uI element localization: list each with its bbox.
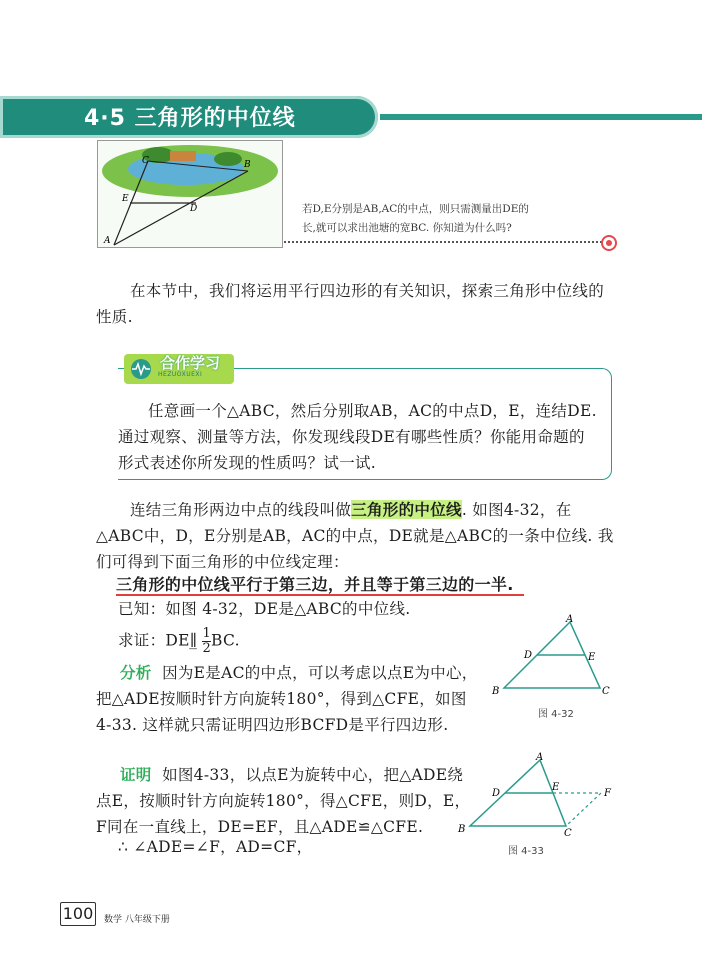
intro-paragraph: 在本节中，我们将运用平行四边形的有关知识，探索三角形中位线的性质. [96, 282, 605, 326]
figure-4-32 [486, 612, 616, 702]
definition-post: . 如图4-32，在△ABC中，D，E分别是AB，AC的中点，DE就是△ABC的一条中位线. 我们可得到下面三角形的中位线定理： [96, 501, 614, 571]
fig33-label-c: C [564, 828, 572, 839]
definition-paragraph [96, 497, 616, 575]
given-statement: 已知：如图 4-32，DE是△ABC的中位线. [118, 600, 411, 618]
intro-label-b: B [244, 160, 251, 170]
pond-illustration [97, 140, 283, 248]
page-number: 100 [60, 902, 96, 926]
analysis-paragraph [96, 660, 478, 738]
fig32-label-b: B [492, 686, 500, 697]
fig33-label-b: B [458, 824, 466, 835]
prove-prefix: 求证：DE [118, 631, 190, 650]
header-rule [380, 114, 702, 120]
caption-line-2: 长,就可以求出池塘的宽BC. 你知道为什么吗? [302, 222, 512, 234]
figure-4-33-caption: 图 4-33 [508, 846, 544, 857]
fig33-label-f: F [604, 788, 611, 799]
cooperative-learning-pinyin: HEZUOXUEXI [158, 371, 203, 378]
therefore-line: ∴ ∠ADE=∠F，AD=CF， [118, 838, 313, 856]
section-title: 4·5 三角形的中位线 [84, 106, 296, 131]
analysis-text: 因为E是AC的中点，可以考虑以点E为中心，把△ADE按顺时针方向旋转180°，得到△CFE，如图4-33. 这样就只需证明四边形BCFD是平行四边形. [96, 664, 478, 734]
fraction-denominator: 2 [202, 641, 212, 656]
proof-label: 证明 [120, 766, 152, 784]
fraction-numerator: 1 [202, 626, 212, 641]
fig33-label-a: A [536, 752, 544, 763]
footer-book-title: 数学 八年级下册 [104, 915, 170, 925]
midline-theorem: 三角形的中位线平行于第三边，并且等于第三边的一半. [116, 575, 514, 594]
definition-pre: 连结三角形两边中点的线段叫做 [130, 501, 352, 519]
fig32-label-c: C [602, 686, 610, 697]
fig32-label-d: D [524, 650, 533, 661]
intro-label-a: A [104, 236, 111, 246]
cooperative-learning-title: 合作学习 [160, 354, 221, 372]
cooperative-learning-text: 任意画一个△ABC，然后分别取AB，AC的中点D，E，连结DE. 通过观察、测量等方法，你发现线段DE有哪些性质？你能用命题的形式表述你所发现的性质吗？试一试. [118, 402, 597, 472]
intro-label-d: D [190, 204, 198, 214]
analysis-label: 分析 [120, 664, 152, 682]
fig33-label-e: E [552, 782, 560, 793]
to-prove-statement [118, 627, 240, 656]
pulse-icon [126, 358, 156, 380]
parallel-equal-symbol: ∥̲ [189, 631, 198, 650]
proof-text: 如图4-33，以点E为旋转中心，把△ADE绕点E，按顺时针方向旋转180°，得△CFE，则D，E，F同在一直线上，DE=EF，且△ADE≌△CFE. [96, 766, 471, 836]
caption-line-1: 若D,E分别是AB,AC的中点，则只需测量出DE的 [302, 203, 529, 215]
intro-label-e: E [122, 194, 129, 204]
definition-term: 三角形的中位线 [351, 500, 462, 519]
figure-caption-note [302, 200, 602, 238]
fig33-label-d: D [492, 788, 501, 799]
dotted-leader [284, 241, 602, 243]
proof-paragraph [96, 762, 478, 840]
prove-suffix: BC. [211, 631, 240, 650]
leader-end-icon [601, 235, 617, 251]
figure-4-32-caption: 图 4-32 [538, 709, 574, 720]
fig32-label-a: A [566, 614, 574, 625]
figure-4-33 [454, 752, 619, 842]
intro-label-c: C [142, 156, 149, 166]
fig32-label-e: E [588, 652, 596, 663]
